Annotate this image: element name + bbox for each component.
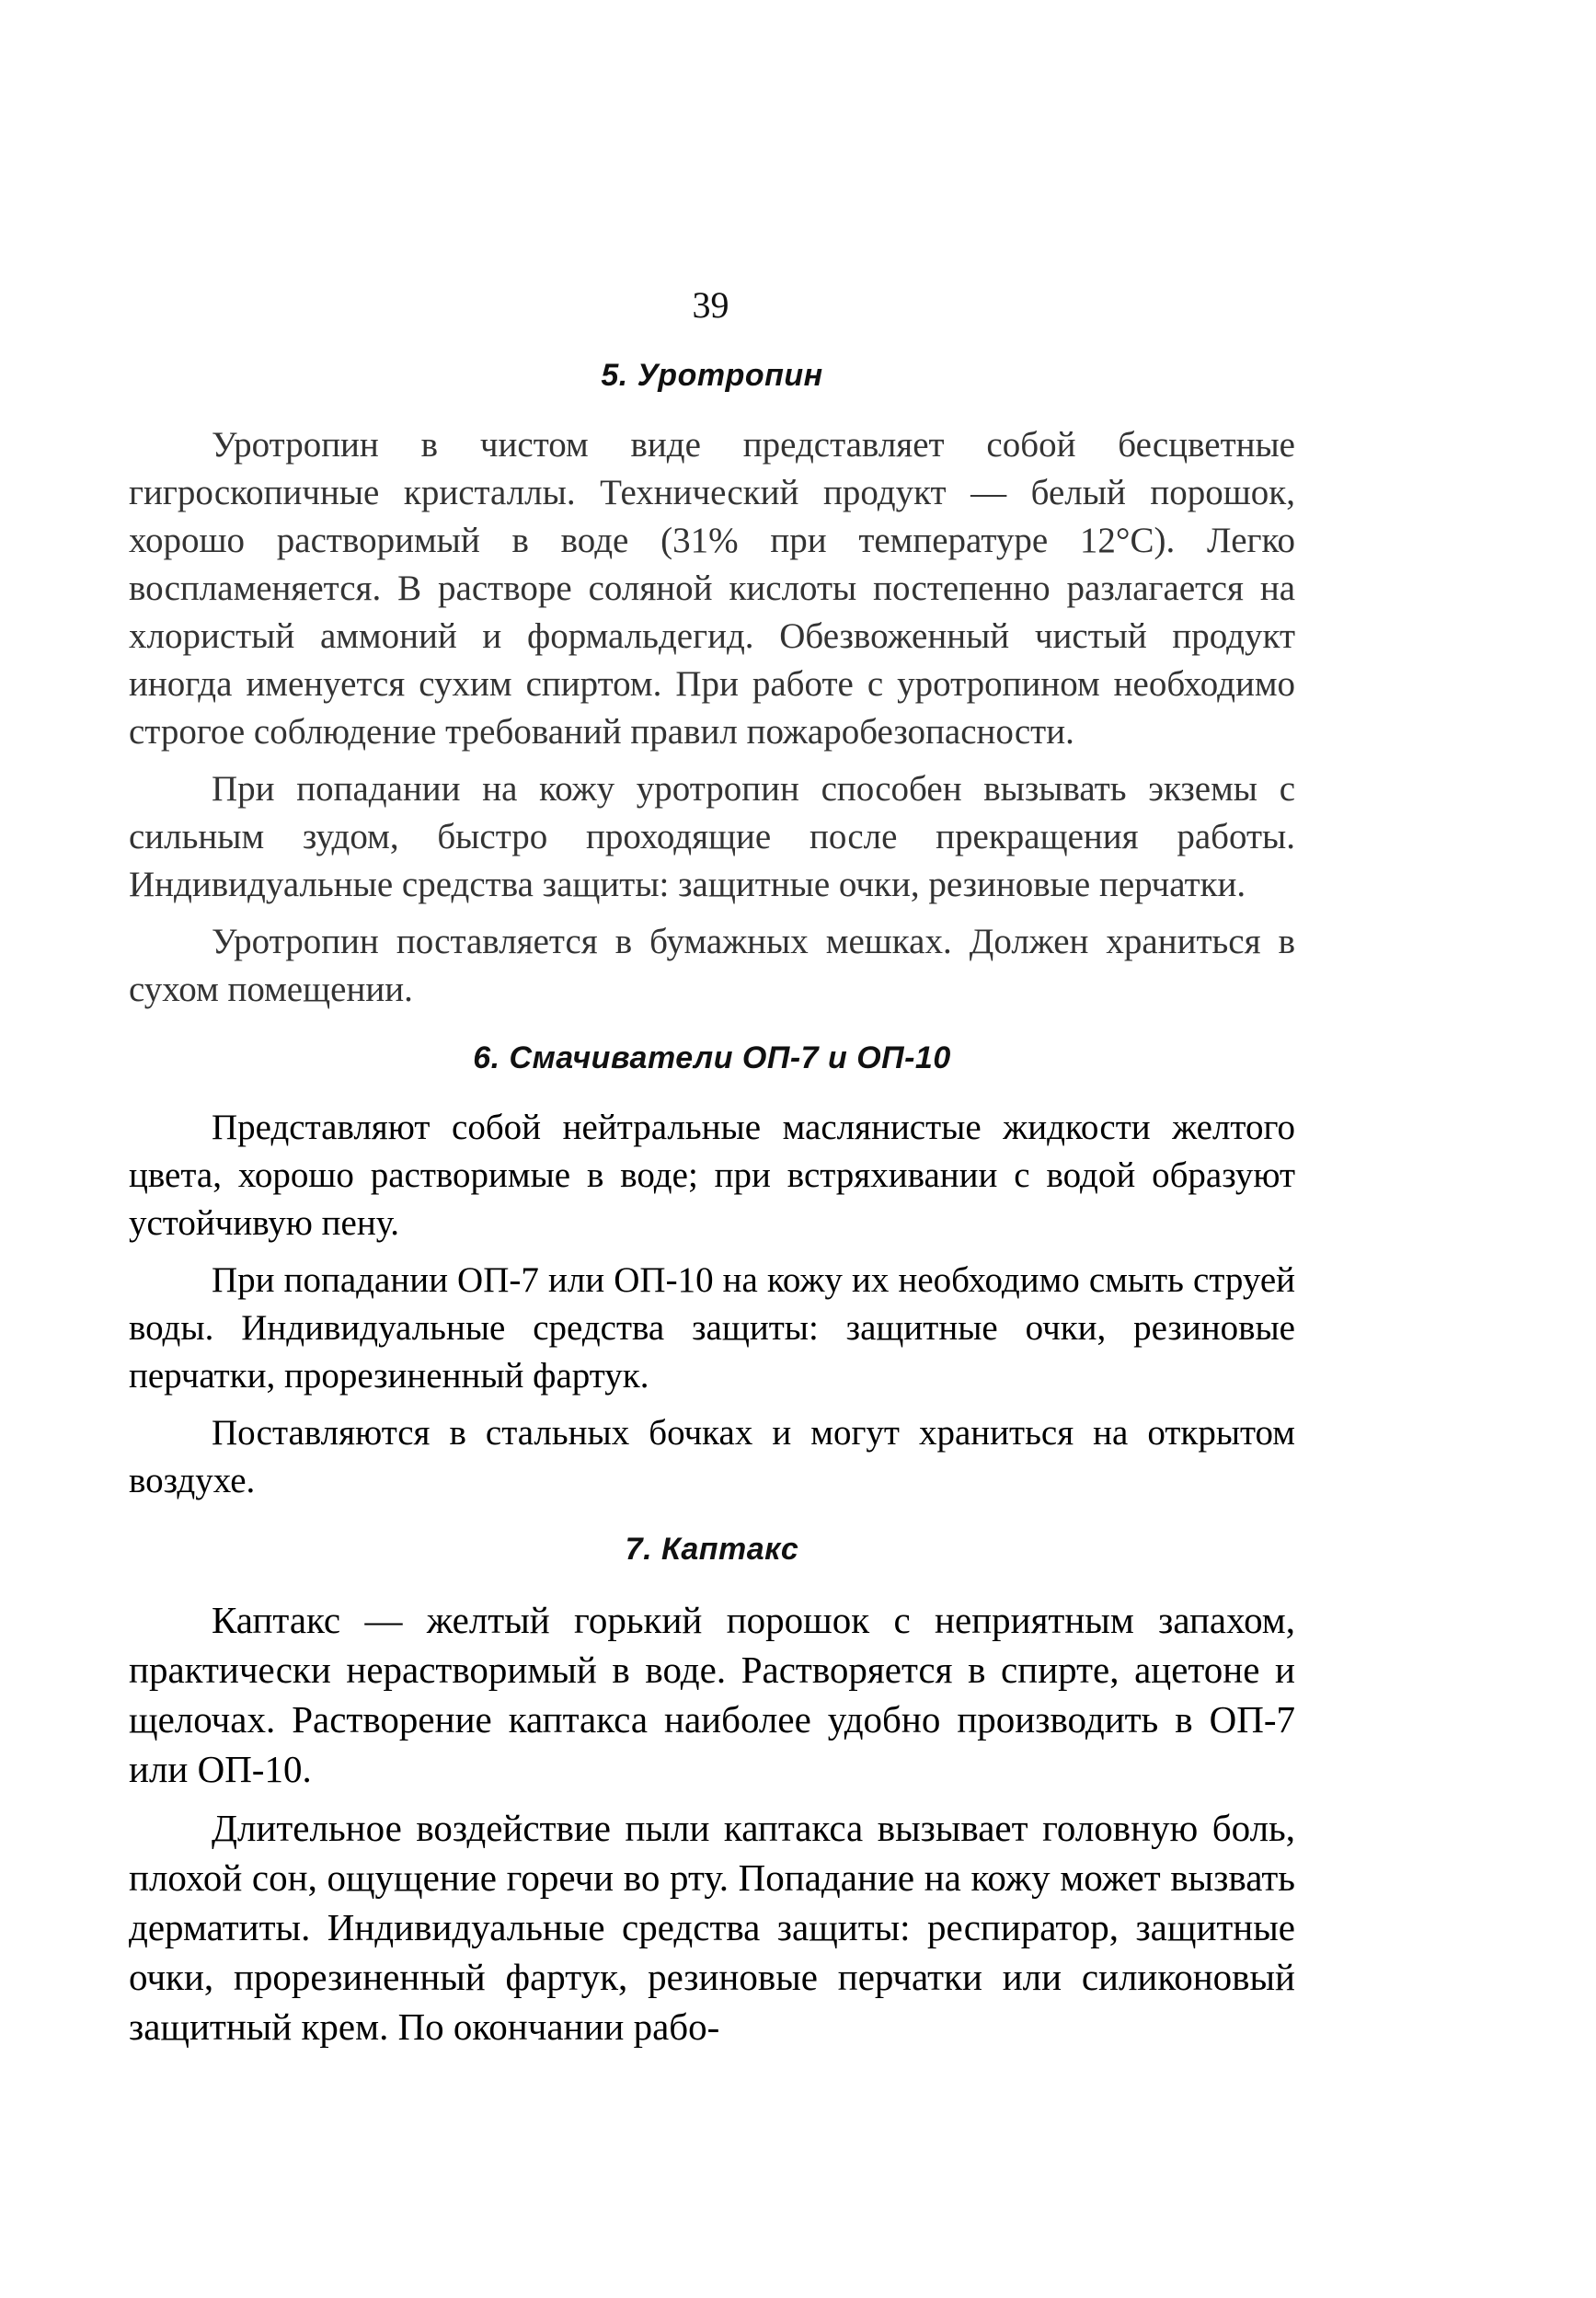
section-heading: 7. Каптакс [625, 1532, 799, 1567]
section-wetting-agents [129, 1040, 1295, 1505]
page-number: 39 [692, 284, 729, 326]
paragraph: При попадании на кожу уротропин способен вызывать экземы с сильным зудом, быстро проходящие после прекращения работы. Индивидуальные средства защиты: защитные очки, резиновые перчатки. [129, 769, 1295, 904]
page-content [129, 350, 1295, 2061]
paragraph: Уротропин поставляется в бумажных мешках. Должен храниться в сухом помещении. [129, 922, 1295, 1009]
section-heading: 6. Смачиватели ОП-7 и ОП-10 [473, 1040, 951, 1075]
paragraph: Каптакс — желтый горький порошок с неприятным запахом, практически нерастворимый в воде. Растворяется в спирте, ацетоне и щелочах. Растворение каптакса наиболее удобно производить в ОП-7 или ОП-10. [129, 1599, 1295, 1790]
section-heading: 5. Уротропин [601, 358, 823, 393]
paragraph: Длительное воздействие пыли каптакса вызывает головную боль, плохой сон, ощущение горечи во рту. Попадание на кожу может вызвать дерматиты. Индивидуальные средства защиты: респиратор, защитные очки, прорезиненный фартук, резиновые перчатки или силиконовый защитный крем. По окончании рабо- [129, 1807, 1295, 2048]
paragraph: При попадании ОП-7 или ОП-10 на кожу их необходимо смыть струей воды. Индивидуальные средства защиты: защитные очки, резиновые перчатки, прорезиненный фартук. [129, 1260, 1295, 1396]
section-captax [129, 1531, 1295, 2051]
paragraph: Уротропин в чистом виде представляет собой бесцветные гигроскопичные кристаллы. Технический продукт — белый порошок, хорошо растворимый в воде (31% при температуре 12°С). Легко воспламеняется. В растворе соляной кислоты постепенно разлагается на хлористый аммоний и формальдегид. Обезвоженный чистый продукт иногда именуется сухим спиртом. При работе с уротропином необходимо строгое соблюдение требований правил пожаробезопасности. [129, 425, 1295, 752]
section-urotropin [129, 357, 1295, 1014]
paragraph: Представляют собой нейтральные маслянистые жидкости желтого цвета, хорошо растворимые в воде; при встряхивании с водой образуют устойчивую пену. [129, 1108, 1295, 1243]
paragraph: Поставляются в стальных бочках и могут храниться на открытом воздухе. [129, 1413, 1295, 1500]
